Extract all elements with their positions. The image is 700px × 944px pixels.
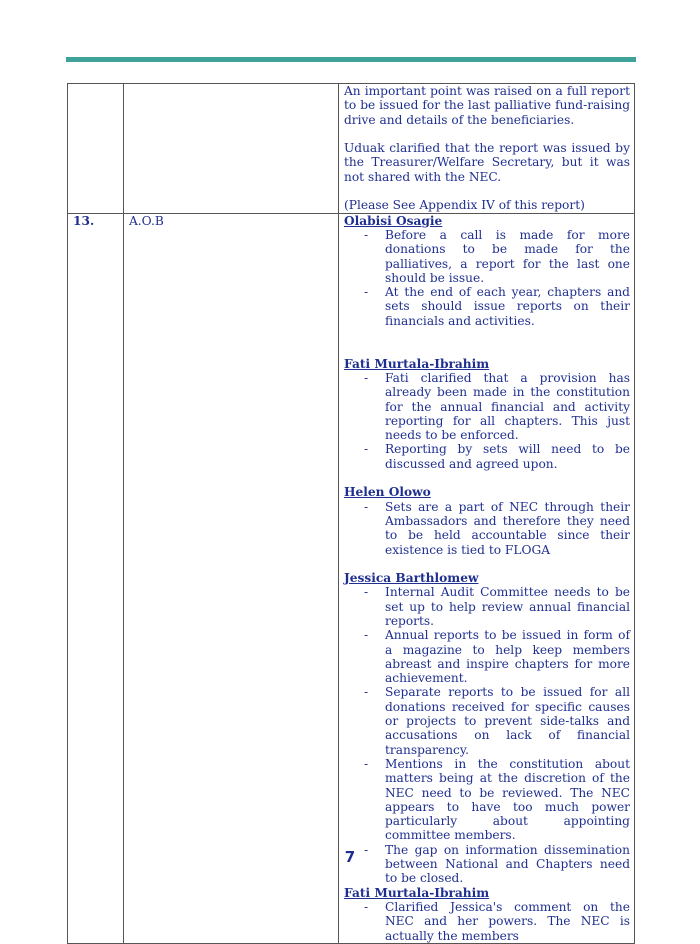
bullet-point: - Internal Audit Committee needs to be set up to help review annual financial reports. xyxy=(364,585,630,628)
discussion-paragraph: An important point was raised on a full report to be issued for the last palliative fund-raising drive and details of the beneficiaries. xyxy=(344,84,630,127)
dash-icon: - xyxy=(364,756,369,771)
discussion-paragraph: Uduak clarified that the report was issued by the Treasurer/Welfare Secretary, but it was not shared with the NEC. xyxy=(344,141,630,184)
dash-icon: - xyxy=(364,685,369,700)
bullet-point: - Mentions in the constitution about matters being at the discretion of the NEC need to be reviewed. The NEC appears to have too much power particularly about appointing committee members. xyxy=(364,756,630,843)
appendix-note: (Please See Appendix IV of this report) xyxy=(344,198,585,213)
table-row xyxy=(68,84,635,214)
bullet-point: - Before a call is made for more donations to be made for the palliatives, a report for the last one should be issue. xyxy=(364,227,630,285)
speaker-points xyxy=(344,900,630,943)
speaker-points xyxy=(344,585,630,885)
dash-icon: - xyxy=(364,499,369,514)
speaker-points xyxy=(344,371,630,471)
bullet-point: - The gap on information dissemination between National and Chapters need to be closed. xyxy=(364,842,630,886)
bullet-point: - Annual reports to be issued in form of a magazine to help keep members abreast and inspire chapters for more achievement. xyxy=(364,628,630,686)
speaker-name: Jessica Barthlomew xyxy=(344,571,479,586)
bullet-point: - Reporting by sets will need to be discussed and agreed upon. xyxy=(364,442,630,471)
item-discussion-cell xyxy=(339,84,635,214)
bullet-point: - Separate reports to be issued for all donations received for specific causes or projects to prevent side-talks and accusations on lack of financial transparency. xyxy=(364,685,630,757)
speaker-points xyxy=(344,228,630,328)
speaker-name: Fati Murtala-Ibrahim xyxy=(344,885,490,900)
item-number: 13. xyxy=(68,213,124,943)
item-number-cell xyxy=(68,84,124,214)
table-row xyxy=(68,213,635,943)
dash-icon: - xyxy=(364,227,369,242)
bullet-point: - Fati clarified that a provision has already been made in the constitution for the annual financial and activity reporting for all chapters. This just needs to be enforced. xyxy=(364,370,630,443)
speaker-name: Fati Murtala-Ibrahim xyxy=(344,356,490,371)
dash-icon: - xyxy=(364,899,369,914)
speaker-name: Olabisi Osagie xyxy=(344,213,443,228)
bullet-point: - At the end of each year, chapters and sets should issue reports on their financials and activities. xyxy=(364,285,630,328)
dash-icon: - xyxy=(364,842,369,857)
minutes-table xyxy=(67,83,635,944)
page-number: 7 xyxy=(344,848,356,866)
item-discussion-cell xyxy=(339,213,635,943)
dash-icon: - xyxy=(364,628,369,643)
dash-icon: - xyxy=(364,285,369,300)
speaker-name: Helen Olowo xyxy=(344,485,431,500)
speaker-points xyxy=(344,500,630,557)
item-topic-cell xyxy=(124,84,339,214)
header-rule xyxy=(66,57,636,62)
dash-icon: - xyxy=(364,442,369,457)
item-topic: A.O.B xyxy=(124,213,339,943)
dash-icon: - xyxy=(364,370,369,385)
bullet-point: - Sets are a part of NEC through their Ambassadors and therefore they need to be held accountable since their existence is tied to FLOGA xyxy=(364,499,630,557)
bullet-point: - Clarified Jessica's comment on the NEC and her powers. The NEC is actually the members xyxy=(364,899,630,943)
dash-icon: - xyxy=(364,585,369,600)
